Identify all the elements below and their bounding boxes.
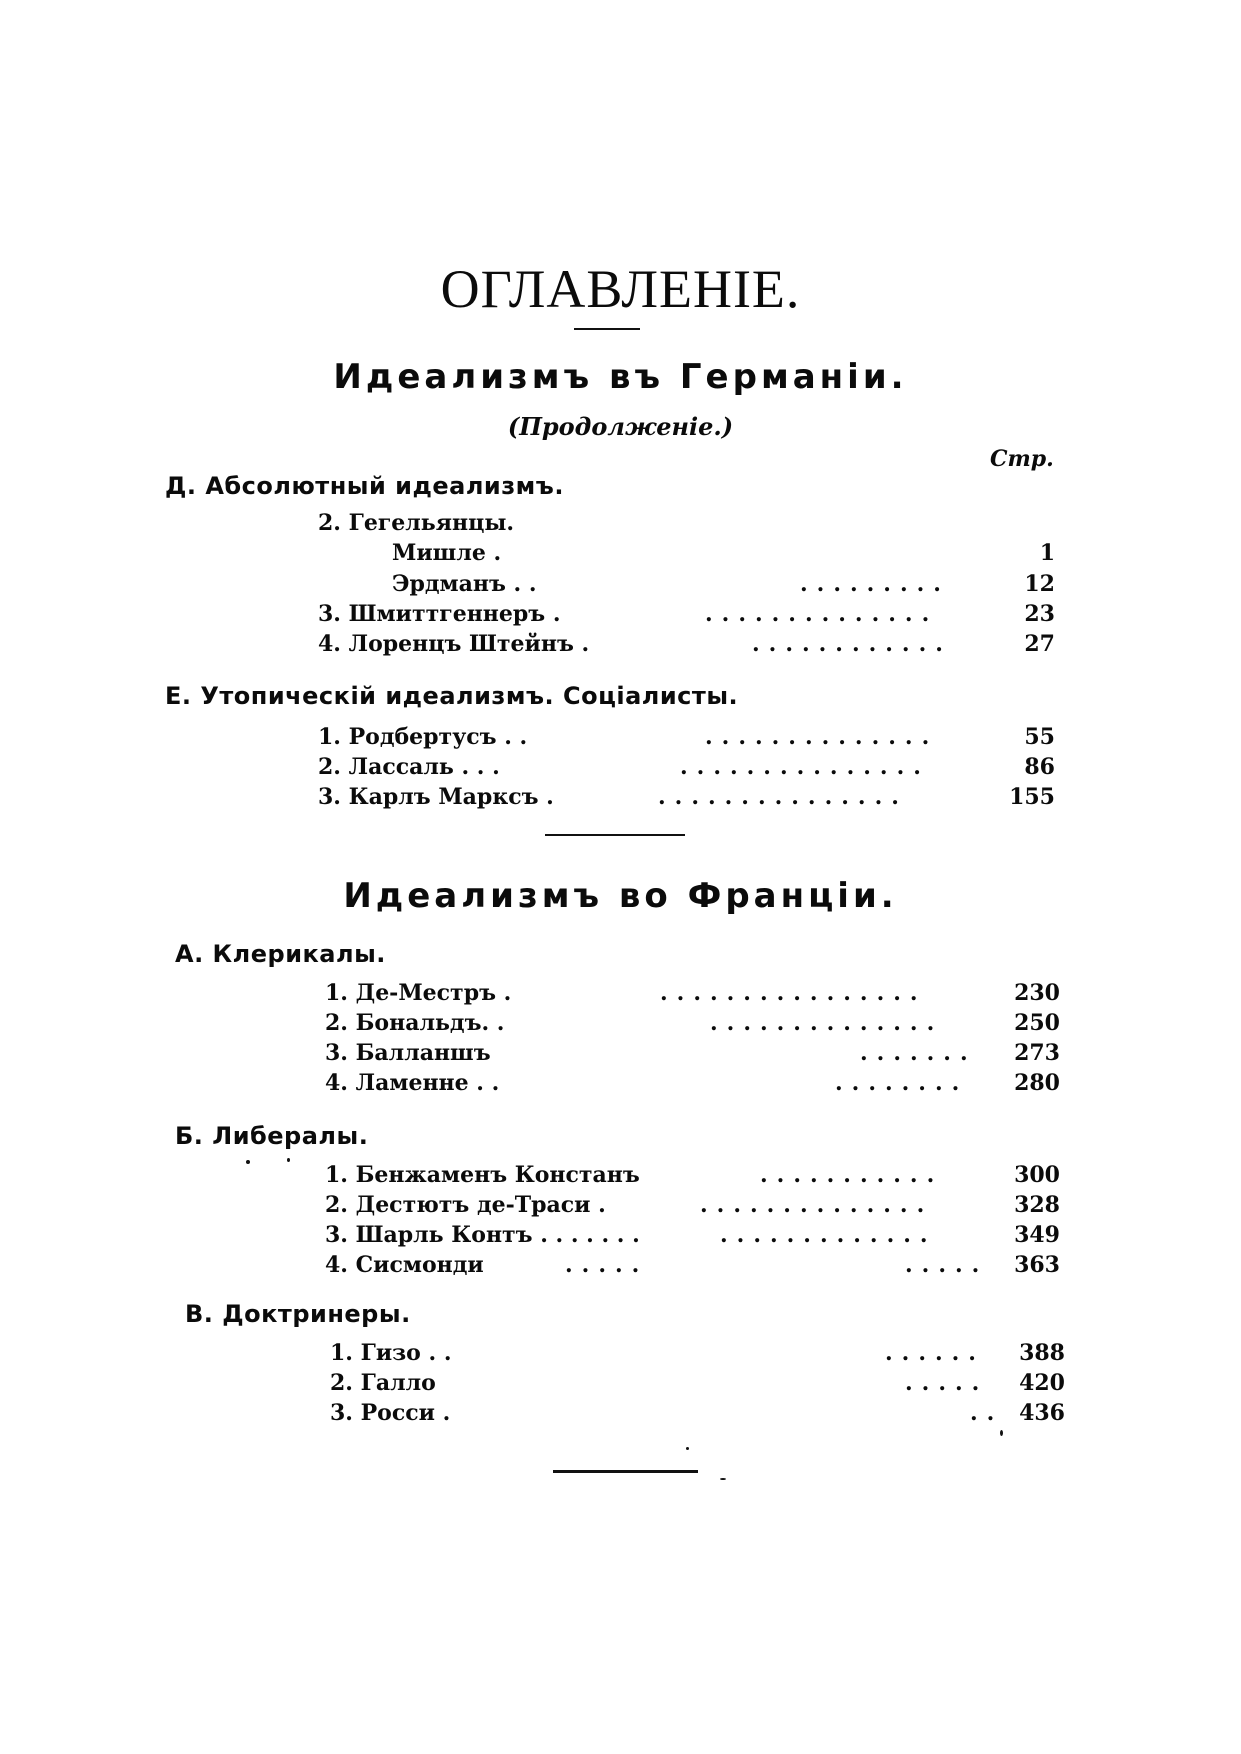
dot-leader: .....: [905, 1370, 989, 1396]
dot-leader: ........: [835, 1070, 969, 1096]
print-speck: [686, 1447, 689, 1450]
toc-entry-text: 3. Шмиттгеннеръ .: [318, 601, 561, 627]
dot-leader: ..............: [705, 724, 939, 750]
dot-leader: ...............: [680, 754, 930, 780]
print-speck: [287, 1158, 290, 1162]
toc-entry-text: 4. Лоренцъ Штейнъ .: [318, 631, 590, 657]
toc-page-number: 230: [1014, 980, 1060, 1006]
toc-entry-text: 2. Лассаль . . .: [318, 754, 500, 780]
toc-entry-text: 2. Дестютъ де-Траси .: [325, 1192, 606, 1218]
print-speck: [720, 1478, 726, 1480]
toc-entry-text: Эрдманъ . .: [392, 571, 537, 597]
section-divider: [545, 834, 685, 836]
toc-entry-text: 2. Бональдъ. .: [325, 1010, 505, 1036]
toc-page-number: 27: [1024, 631, 1055, 657]
dot-leader: ..............: [700, 1192, 934, 1218]
toc-page-number: 250: [1014, 1010, 1060, 1036]
toc-entry-text: 1. Бенжаменъ Констанъ: [325, 1162, 640, 1188]
dot-leader: ...............: [658, 784, 908, 810]
dot-leader: ......: [885, 1340, 985, 1366]
toc-page-number: 436: [1019, 1400, 1065, 1426]
toc-entry-text: 1. Родбертусъ . .: [318, 724, 528, 750]
toc-subheading: 2. Гегельянцы.: [318, 510, 515, 536]
toc-page-number: 12: [1024, 571, 1055, 597]
toc-entry-text: 3. Балланшъ: [325, 1040, 491, 1066]
toc-page-number: 86: [1024, 754, 1055, 780]
print-speck: [246, 1160, 250, 1164]
section-heading-germany: Идеализмъ въ Германіи.: [333, 357, 908, 397]
dot-leader: .........: [800, 571, 950, 597]
toc-page-number: 155: [1009, 784, 1055, 810]
end-divider: [553, 1470, 698, 1473]
toc-page-number: 328: [1014, 1192, 1060, 1218]
dot-leader: ..: [970, 1400, 1004, 1426]
dot-leader: .....: [905, 1252, 989, 1278]
toc-page-number: 23: [1024, 601, 1055, 627]
title-divider: [574, 328, 640, 330]
dot-leader: ...........: [760, 1162, 944, 1188]
toc-page-number: 55: [1024, 724, 1055, 750]
toc-page-number: 349: [1014, 1222, 1060, 1248]
group-heading: Е. Утопическій идеализмъ. Соціалисты.: [165, 682, 739, 710]
toc-entry-text: 1. Гизо . .: [330, 1340, 452, 1366]
toc-page-number: 273: [1014, 1040, 1060, 1066]
group-heading: Б. Либералы.: [175, 1122, 369, 1150]
dot-leader: ................: [660, 980, 927, 1006]
toc-entry-text: 3. Росси .: [330, 1400, 451, 1426]
group-heading: А. Клерикалы.: [175, 940, 386, 968]
print-speck: [1000, 1430, 1003, 1436]
group-heading: Д. Абсолютный идеализмъ.: [165, 472, 564, 500]
toc-page-number: 300: [1014, 1162, 1060, 1188]
toc-page-number: 1: [1039, 540, 1055, 566]
toc-entry-text: 4. Сисмонди: [325, 1252, 484, 1278]
group-heading: В. Доктринеры.: [185, 1300, 411, 1328]
toc-page-number: 363: [1014, 1252, 1060, 1278]
section-heading-france: Идеализмъ во Франціи.: [343, 876, 898, 916]
dot-leader: .......: [860, 1040, 977, 1066]
dot-leader: .....: [565, 1252, 649, 1278]
dot-leader: ..............: [705, 601, 939, 627]
dot-leader: ............: [752, 631, 952, 657]
section-subtitle: (Продолженіе.): [507, 412, 734, 441]
toc-entry-text: 3. Шарль Контъ . . . . . . .: [325, 1222, 640, 1248]
toc-entry-text: 2. Галло: [330, 1370, 436, 1396]
toc-entry-text: 1. Де-Местръ .: [325, 980, 512, 1006]
page-column-label: Стр.: [990, 446, 1054, 472]
toc-entry-text: 4. Ламенне . .: [325, 1070, 500, 1096]
dot-leader: .............: [720, 1222, 937, 1248]
toc-entry-text: 3. Карлъ Марксъ .: [318, 784, 554, 810]
toc-entry-text: Мишле .: [392, 540, 502, 566]
toc-page-number: 388: [1019, 1340, 1065, 1366]
toc-page-number: 280: [1014, 1070, 1060, 1096]
toc-page-number: 420: [1019, 1370, 1065, 1396]
page-title: ОГЛАВЛЕНІЕ.: [440, 259, 801, 319]
dot-leader: ..............: [710, 1010, 944, 1036]
